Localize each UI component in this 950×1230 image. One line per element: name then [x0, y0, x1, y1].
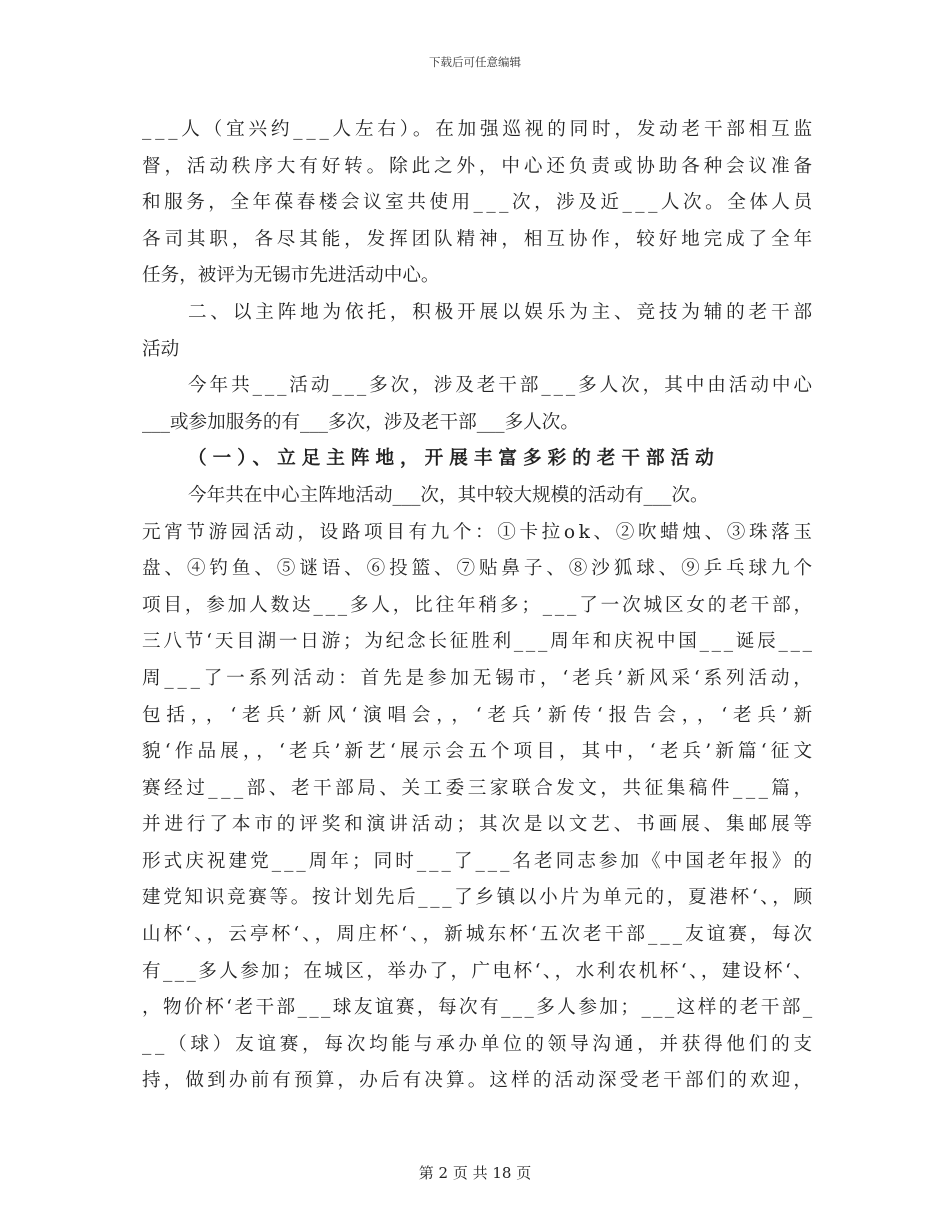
text-line: 活动 [142, 338, 180, 360]
text-line: 和服务，全年葆春楼会议室共使用___次，涉及近___人次。全体人员 [142, 192, 816, 214]
text-line: 元宵节游园活动，设路项目有九个：①卡拉ok、②吹蜡烛、③珠落玉 [142, 521, 816, 543]
text-line: 二、以主阵地为依托，积极开展以娱乐为主、竞技为辅的老干部 [188, 301, 816, 323]
text-line: 赛经过___部、老干部局、关工委三家联合发文，共征集稿件___篇， [142, 777, 816, 799]
page-header: 下载后可任意编辑 [429, 55, 521, 69]
text-line: 周___了一系列活动：首先是参加无锡市，‘老兵’新风采‘系列活动， [142, 667, 816, 689]
text-line: __（球）友谊赛，每次均能与承办单位的领导沟通，并获得他们的支 [142, 1033, 816, 1055]
text-line: ___或参加服务的有___多次，涉及老干部___多人次。 [142, 411, 579, 433]
text-line: 今年共在中心主阵地活动___次，其中较大规模的活动有___次。 [188, 484, 709, 506]
text-line: 貌‘作品展，，‘老兵’新艺‘展示会五个项目，其中，‘老兵’新篇‘征文 [142, 741, 817, 763]
text-line: 各司其职，各尽其能，发挥团队精神，相互协作，较好地完成了全年 [142, 228, 816, 250]
text-line: 建党知识竞赛等。按计划先后___了乡镇以小片为单元的，夏港杯‘、，顾 [142, 887, 815, 909]
text-line: ，物价杯‘老干部___球友谊赛，每次有___多人参加；___这样的老干部_ [142, 997, 815, 1019]
text-line: 并进行了本市的评奖和演讲活动；其次是以文艺、书画展、集邮展等 [142, 814, 816, 836]
text-line: 督，活动秩序大有好转。除此之外，中心还负责或协助各种会议准备 [142, 155, 816, 177]
page-footer: 第 2 页 共 18 页 [418, 1164, 532, 1182]
text-line: 项目，参加人数达___多人，比往年稍多；___了一次城区女的老干部， [142, 594, 815, 616]
section-heading: （一）、立足主阵地，开展丰富多彩的老干部活动 [188, 448, 720, 470]
text-line: ___人（宜兴约___人左右）。在加强巡视的同时，发动老干部相互监 [142, 119, 816, 140]
text-line: 包括，，‘老兵’新风‘演唱会，，‘老兵’新传‘报告会，，‘老兵’新 [142, 704, 818, 726]
text-line: 今年共___活动___多次，涉及老干部___多人次，其中由活动中心 [188, 375, 815, 397]
text-line: 三八节‘天目湖一日游；为纪念长征胜利___周年和庆祝中国___诞辰___ [142, 631, 815, 653]
text-line: 形式庆祝建党___周年；同时___了___名老同志参加《中国老年报》的 [142, 850, 816, 872]
document-body [142, 112, 818, 1100]
text-line: 盘、④钓鱼、⑤谜语、⑥投篮、⑦贴鼻子、⑧沙狐球、⑨乒乓球九个 [142, 558, 816, 580]
text-line: 任务，被评为无锡市先进活动中心。 [142, 265, 440, 287]
text-line: 有___多人参加；在城区，举办了，广电杯‘、，水利农机杯‘、，建设杯‘、 [142, 960, 815, 982]
text-line: 持，做到办前有预算，办后有决算。这样的活动深受老干部们的欢迎， [142, 1070, 816, 1092]
text-line: 山杯‘、，云亭杯‘、，周庄杯‘、，新城东杯‘五次老干部___友谊赛，每次 [142, 924, 816, 946]
